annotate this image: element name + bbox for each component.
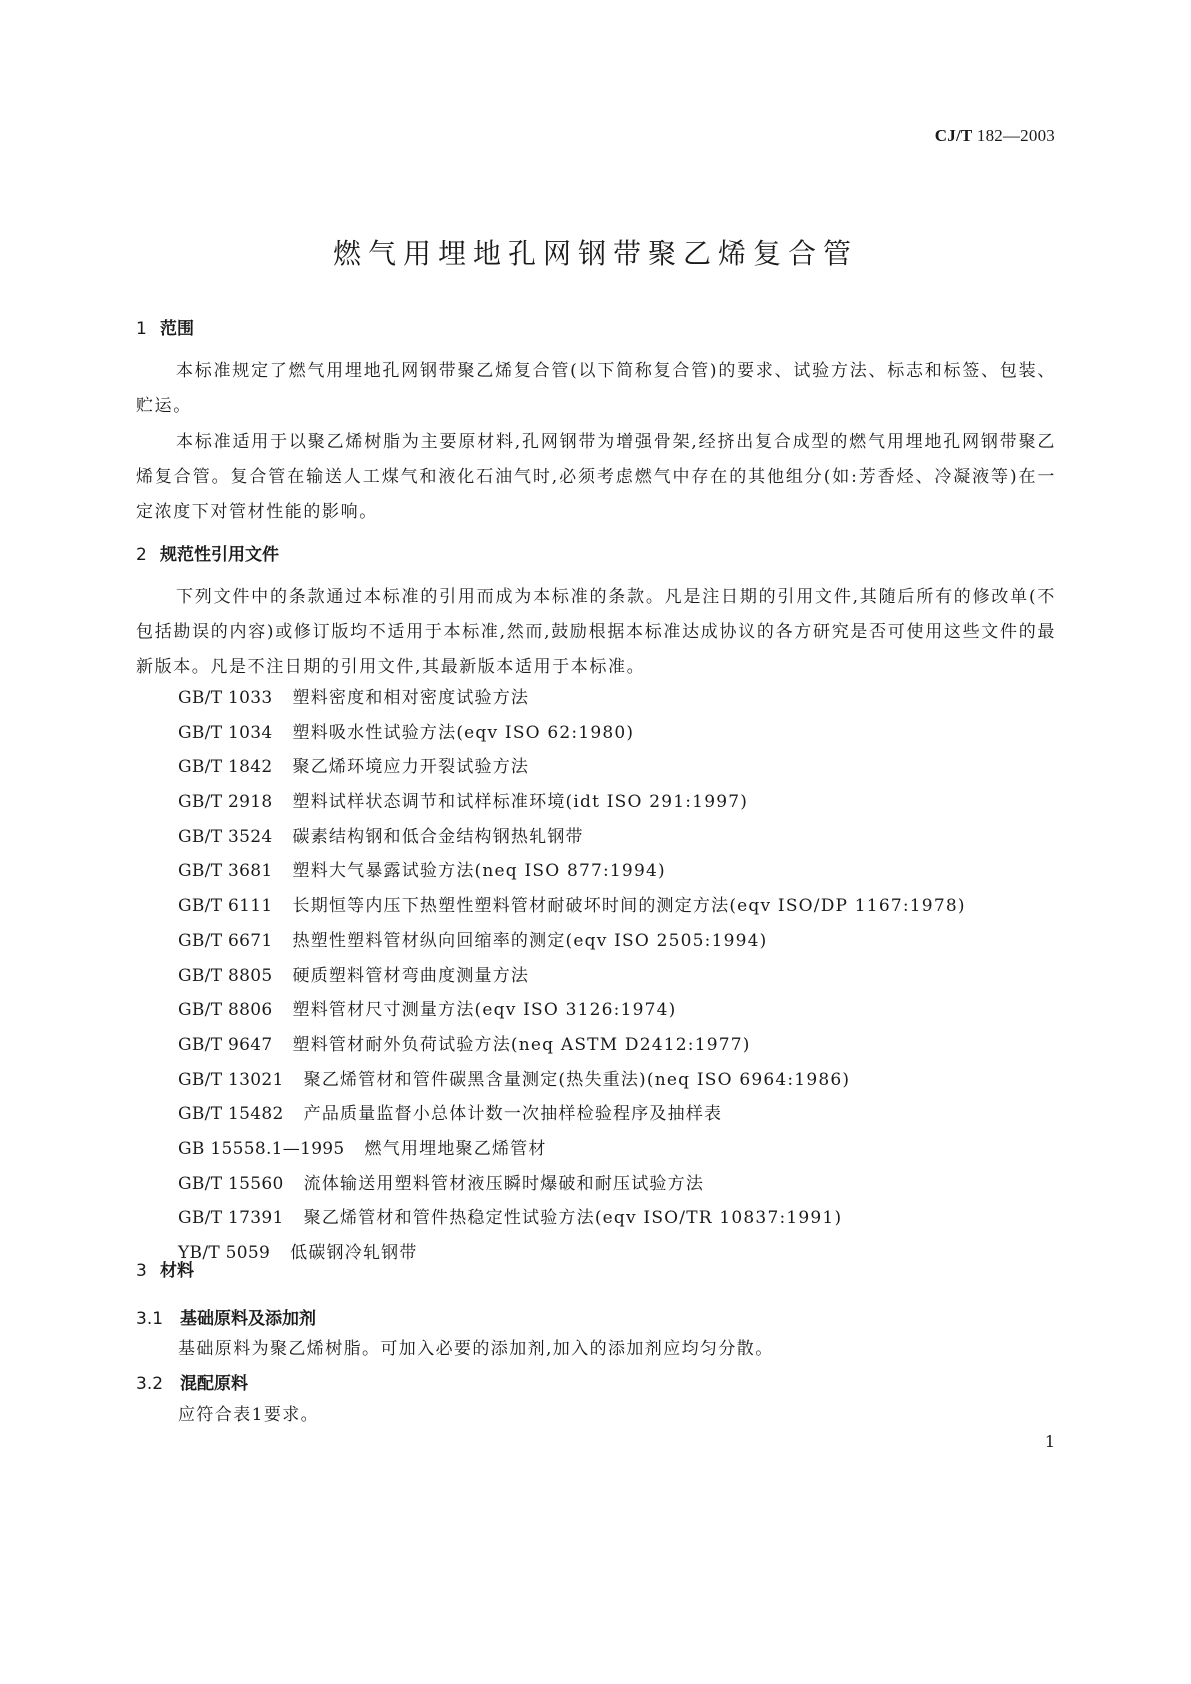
reference-item xyxy=(178,995,966,1030)
reference-code: GB/T 1034 xyxy=(178,722,273,743)
standard-code: CJ/T 182—2003 xyxy=(934,126,1055,145)
reference-code: GB/T 6671 xyxy=(178,930,273,951)
reference-title: 塑料吸水性试验方法(eqv ISO 62:1980) xyxy=(292,722,635,743)
reference-code: GB/T 3524 xyxy=(178,826,273,847)
reference-title: 塑料大气暴露试验方法(neq ISO 877:1994) xyxy=(292,861,666,882)
reference-title: 产品质量监督小总体计数一次抽样检验程序及抽样表 xyxy=(303,1104,723,1125)
reference-code: GB/T 15482 xyxy=(178,1104,284,1125)
subsection-3-1-heading xyxy=(136,1304,316,1329)
subsection-3-1-text: 基础原料为聚乙烯树脂。可加入必要的添加剂,加入的添加剂应均匀分散。 xyxy=(178,1339,774,1359)
reference-code: GB/T 3681 xyxy=(178,861,273,882)
reference-item xyxy=(178,1238,966,1273)
reference-code: GB/T 8805 xyxy=(178,965,273,986)
reference-item xyxy=(178,822,966,857)
section-2-paragraph-1: 下列文件中的条款通过本标准的引用而成为本标准的条款。凡是注日期的引用文件,其随后所有的修改单(不包括勘误的内容)或修订版均不适用于本标准,然而,鼓励根据本标准达成协议的各方研究是否可使用这些文件的最新版本。凡是不注日期的引用文件,其最新版本适用于本标准。 xyxy=(136,587,1056,677)
reference-title: 低碳钢冷轧钢带 xyxy=(290,1243,418,1263)
section-1-paragraph-2: 本标准适用于以聚乙烯树脂为主要原材料,孔网钢带为增强骨架,经挤出复合成型的燃气用埋地孔网钢带聚乙烯复合管。复合管在输送人工煤气和液化石油气时,必须考虑燃气中存在的其他组分(如:芳香烃、冷凝液等)在一定浓度下对管材性能的影响。 xyxy=(136,432,1056,522)
reference-code: GB/T 1842 xyxy=(178,757,273,778)
reference-code: GB/T 15560 xyxy=(178,1173,284,1194)
section-number: 1 xyxy=(136,319,147,339)
reference-item xyxy=(178,787,966,822)
reference-code: GB/T 2918 xyxy=(178,792,273,813)
reference-item xyxy=(178,718,966,753)
subsection-3-2-heading xyxy=(136,1369,248,1394)
reference-item xyxy=(178,856,966,891)
section-1-heading xyxy=(136,314,194,339)
section-3-heading xyxy=(136,1256,194,1281)
reference-item xyxy=(178,683,966,718)
normative-references-list xyxy=(178,683,966,1273)
reference-item xyxy=(178,1099,966,1134)
reference-item xyxy=(178,1203,966,1238)
reference-title: 塑料试样状态调节和试样标准环境(idt ISO 291:1997) xyxy=(292,792,749,813)
reference-code: GB/T 1033 xyxy=(178,688,273,708)
reference-title: 碳素结构钢和低合金结构钢热轧钢带 xyxy=(292,826,584,847)
reference-title: 聚乙烯环境应力开裂试验方法 xyxy=(292,757,530,778)
reference-code: YB/T 5059 xyxy=(178,1243,271,1263)
reference-title: 热塑性塑料管材纵向回缩率的测定(eqv ISO 2505:1994) xyxy=(292,930,768,951)
subsection-3-2-text: 应符合表1要求。 xyxy=(178,1405,320,1425)
reference-item xyxy=(178,891,966,926)
reference-code: GB/T 9647 xyxy=(178,1034,273,1055)
section-title: 范围 xyxy=(160,319,194,339)
reference-title: 聚乙烯管材和管件热稳定性试验方法(eqv ISO/TR 10837:1991) xyxy=(303,1208,843,1229)
reference-item xyxy=(178,1169,966,1204)
section-title: 规范性引用文件 xyxy=(160,545,279,565)
section-number: 2 xyxy=(136,545,147,565)
reference-item xyxy=(178,1065,966,1100)
subsection-number: 3.2 xyxy=(136,1374,164,1394)
page-number: 1 xyxy=(1044,1432,1055,1451)
subsection-number: 3.1 xyxy=(136,1309,164,1329)
reference-item xyxy=(178,926,966,961)
reference-item xyxy=(178,752,966,787)
reference-title: 塑料管材尺寸测量方法(eqv ISO 3126:1974) xyxy=(292,1000,677,1021)
section-2-heading xyxy=(136,540,279,565)
reference-code: GB/T 13021 xyxy=(178,1069,284,1090)
reference-code: GB/T 8806 xyxy=(178,1000,273,1021)
section-1-paragraph-1: 本标准规定了燃气用埋地孔网钢带聚乙烯复合管(以下简称复合管)的要求、试验方法、标志和标签、包装、贮运。 xyxy=(136,361,1056,416)
subsection-title: 基础原料及添加剂 xyxy=(180,1309,316,1329)
section-number: 3 xyxy=(136,1261,147,1281)
subsection-title: 混配原料 xyxy=(180,1374,248,1394)
reference-title: 塑料管材耐外负荷试验方法(neq ASTM D2412:1977) xyxy=(292,1034,751,1055)
reference-code: GB/T 17391 xyxy=(178,1208,284,1229)
reference-code: GB/T 6111 xyxy=(178,896,273,917)
document-title: 燃气用埋地孔网钢带聚乙烯复合管 xyxy=(332,237,858,270)
reference-title: 塑料密度和相对密度试验方法 xyxy=(292,688,530,708)
reference-item xyxy=(178,1134,966,1169)
section-title: 材料 xyxy=(160,1261,194,1281)
reference-title: 聚乙烯管材和管件碳黑含量测定(热失重法)(neq ISO 6964:1986) xyxy=(303,1069,851,1090)
reference-title: 硬质塑料管材弯曲度测量方法 xyxy=(292,965,530,986)
reference-item xyxy=(178,1030,966,1065)
reference-item xyxy=(178,961,966,996)
reference-title: 流体输送用塑料管材液压瞬时爆破和耐压试验方法 xyxy=(303,1173,705,1194)
reference-title: 燃气用埋地聚乙烯管材 xyxy=(364,1138,547,1159)
reference-code: GB 15558.1—1995 xyxy=(178,1138,345,1159)
reference-title: 长期恒等内压下热塑性塑料管材耐破坏时间的测定方法(eqv ISO/DP 1167:1978) xyxy=(292,896,966,917)
